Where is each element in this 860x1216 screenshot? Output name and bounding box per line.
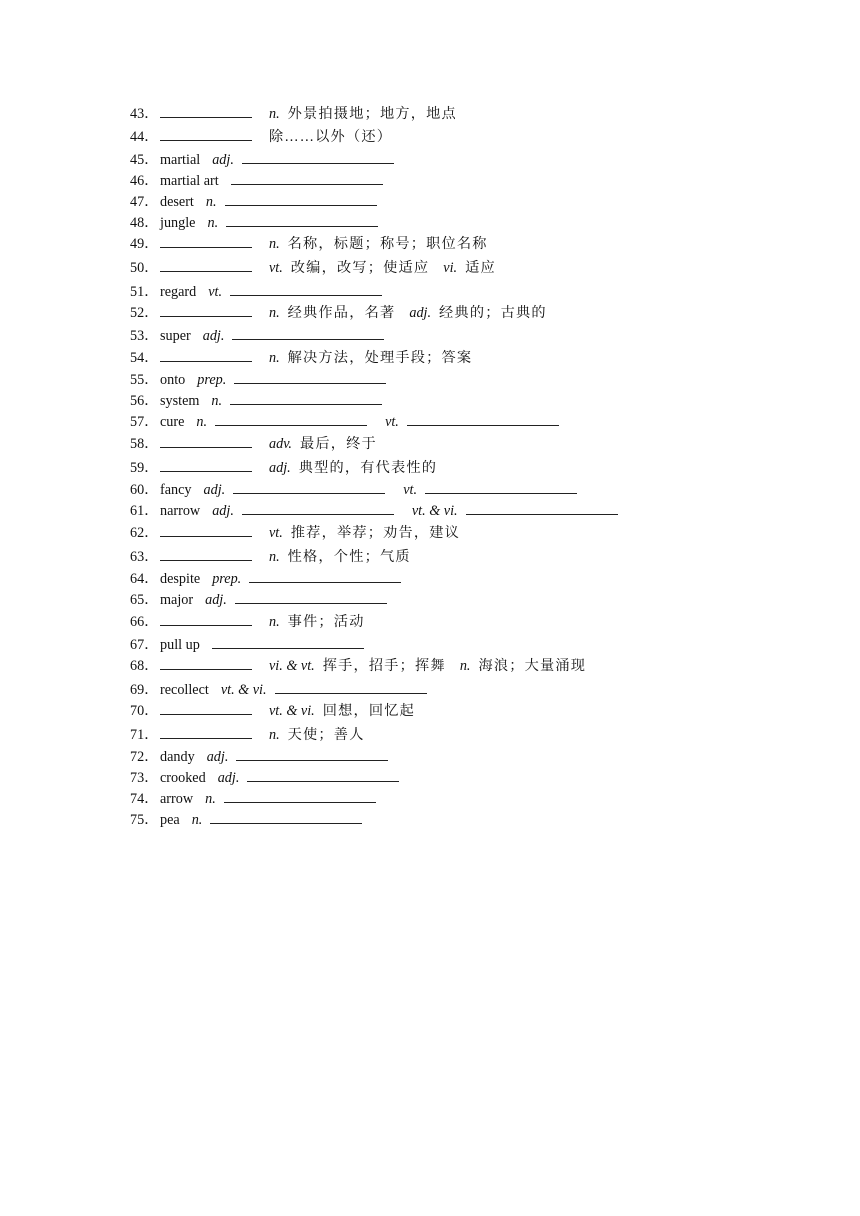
chinese-meaning: 除……以外（还） xyxy=(269,129,393,145)
part-of-speech: adj. xyxy=(269,460,291,476)
item-number: 50． xyxy=(130,260,159,276)
part-of-speech: vt. xyxy=(269,525,283,541)
answer-blank[interactable] xyxy=(212,636,364,649)
part-of-speech: n. xyxy=(269,614,280,630)
chinese-meaning: 外景拍摄地；地方，地点 xyxy=(287,106,457,122)
answer-blank[interactable] xyxy=(160,726,252,739)
english-word: despite xyxy=(160,571,201,587)
answer-blank[interactable] xyxy=(236,748,388,761)
part-of-speech: adj. xyxy=(217,770,240,786)
vocab-item xyxy=(130,548,425,566)
item-number: 51． xyxy=(130,284,159,300)
answer-blank[interactable] xyxy=(160,128,252,141)
answer-blank[interactable] xyxy=(249,570,401,583)
english-word: martial art xyxy=(160,173,219,189)
item-number: 71． xyxy=(130,727,159,743)
part-of-speech: n. xyxy=(269,549,280,565)
vocab-item xyxy=(130,657,600,675)
answer-blank[interactable] xyxy=(160,435,252,448)
vocab-item xyxy=(130,636,382,654)
vocab-item xyxy=(130,304,561,322)
answer-blank[interactable] xyxy=(160,524,252,537)
answer-blank[interactable] xyxy=(466,502,618,515)
english-word: recollect xyxy=(160,682,209,698)
answer-blank[interactable] xyxy=(160,235,252,248)
vocab-item xyxy=(130,502,636,520)
chinese-meaning: 经典作品，名著 xyxy=(287,305,396,321)
english-word: pea xyxy=(160,812,180,828)
part-of-speech: adj. xyxy=(203,482,226,498)
chinese-meaning: 挥手，招手；挥舞 xyxy=(322,658,446,674)
part-of-speech: n. xyxy=(196,414,208,430)
part-of-speech: n. xyxy=(269,727,280,743)
vocab-item xyxy=(130,748,406,766)
part-of-speech: vi. xyxy=(443,260,458,276)
chinese-meaning: 推荐，举荐；劝告，建议 xyxy=(290,525,461,541)
item-number: 67． xyxy=(130,637,159,653)
item-number: 55． xyxy=(130,372,159,388)
english-word: narrow xyxy=(160,503,201,519)
answer-blank[interactable] xyxy=(210,811,362,824)
vocab-item xyxy=(130,459,451,477)
vocab-item xyxy=(130,235,502,253)
item-number: 43． xyxy=(130,106,159,122)
vocab-item xyxy=(130,283,400,301)
vocab-item xyxy=(130,481,595,499)
english-word: super xyxy=(160,328,191,344)
vocab-item xyxy=(130,435,391,453)
answer-blank[interactable] xyxy=(232,327,384,340)
answer-blank[interactable] xyxy=(425,481,577,494)
item-number: 56． xyxy=(130,393,159,409)
item-number: 66． xyxy=(130,614,159,630)
chinese-meaning: 典型的，有代表性的 xyxy=(298,460,438,476)
item-number: 72． xyxy=(130,749,159,765)
chinese-meaning: 回想，回忆起 xyxy=(322,703,416,719)
chinese-meaning: 改编，改写；使适应 xyxy=(290,260,430,276)
part-of-speech: n. xyxy=(211,393,223,409)
part-of-speech: vt. & vi. xyxy=(220,682,267,698)
answer-blank[interactable] xyxy=(160,548,252,561)
answer-blank[interactable] xyxy=(234,371,386,384)
part-of-speech: adj. xyxy=(202,328,225,344)
answer-blank[interactable] xyxy=(275,681,427,694)
vocab-item xyxy=(130,128,406,146)
item-number: 62． xyxy=(130,525,159,541)
part-of-speech: n. xyxy=(459,658,471,674)
answer-blank[interactable] xyxy=(160,702,252,715)
item-number: 57． xyxy=(130,414,159,430)
part-of-speech: vi. & vt. xyxy=(269,658,315,674)
item-number: 54． xyxy=(130,350,159,366)
answer-blank[interactable] xyxy=(160,349,252,362)
item-number: 70． xyxy=(130,703,159,719)
part-of-speech: n. xyxy=(269,106,280,122)
part-of-speech: vt. & vi. xyxy=(269,703,315,719)
chinese-meaning: 海浪；大量涌现 xyxy=(478,658,587,674)
vocab-item xyxy=(130,105,471,123)
item-number: 45． xyxy=(130,152,159,168)
item-number: 59． xyxy=(130,460,159,476)
vocab-item xyxy=(130,193,395,211)
vocab-item xyxy=(130,259,510,277)
answer-blank[interactable] xyxy=(160,259,252,272)
answer-blank[interactable] xyxy=(230,283,382,296)
answer-blank[interactable] xyxy=(160,304,252,317)
item-number: 75． xyxy=(130,812,159,828)
english-word: onto xyxy=(160,372,186,388)
english-word: pull up xyxy=(160,637,200,653)
item-number: 46． xyxy=(130,173,159,189)
part-of-speech: adj. xyxy=(212,152,234,168)
item-number: 65． xyxy=(130,592,159,608)
part-of-speech: vt. xyxy=(208,284,223,300)
vocab-item xyxy=(130,811,380,829)
answer-blank[interactable] xyxy=(247,769,399,782)
item-number: 48． xyxy=(130,215,159,231)
vocab-item xyxy=(130,726,379,744)
part-of-speech: adj. xyxy=(409,305,432,321)
item-number: 69． xyxy=(130,682,159,698)
part-of-speech: n. xyxy=(269,350,280,366)
part-of-speech: prep. xyxy=(212,571,242,587)
item-number: 52． xyxy=(130,305,159,321)
chinese-meaning: 解决方法，处理手段；答案 xyxy=(287,350,473,366)
part-of-speech: vt. xyxy=(403,482,417,498)
english-word: desert xyxy=(160,194,194,210)
chinese-meaning: 性格，个性；气质 xyxy=(287,549,411,565)
item-number: 63． xyxy=(130,549,159,565)
answer-blank[interactable] xyxy=(215,413,367,426)
vocab-item xyxy=(130,681,445,699)
english-word: cure xyxy=(160,414,185,430)
vocab-item xyxy=(130,371,404,389)
vocab-item xyxy=(130,524,474,542)
chinese-meaning: 最后，终于 xyxy=(299,436,377,452)
english-word: system xyxy=(160,393,200,409)
vocab-item xyxy=(130,413,577,431)
vocab-item xyxy=(130,591,405,609)
answer-blank[interactable] xyxy=(242,502,394,515)
answer-blank[interactable] xyxy=(235,591,387,604)
item-number: 68． xyxy=(130,658,159,674)
answer-blank[interactable] xyxy=(160,459,252,472)
part-of-speech: n. xyxy=(269,305,280,321)
item-number: 64． xyxy=(130,571,159,587)
answer-blank[interactable] xyxy=(160,657,252,670)
part-of-speech: n. xyxy=(269,236,280,252)
vocab-item xyxy=(130,327,402,345)
english-word: arrow xyxy=(160,791,194,807)
item-number: 47． xyxy=(130,194,159,210)
vocab-item xyxy=(130,172,401,190)
part-of-speech: vt. xyxy=(269,260,283,276)
part-of-speech: n. xyxy=(205,194,217,210)
part-of-speech: adv. xyxy=(269,436,292,452)
vocab-item xyxy=(130,151,412,169)
part-of-speech: vt. & vi. xyxy=(411,503,458,519)
answer-blank[interactable] xyxy=(231,172,383,185)
english-word: dandy xyxy=(160,749,195,765)
answer-blank[interactable] xyxy=(233,481,385,494)
part-of-speech: adj. xyxy=(206,749,229,765)
english-word: major xyxy=(160,592,194,608)
english-word: regard xyxy=(160,284,197,300)
item-number: 44． xyxy=(130,129,159,145)
vocab-item xyxy=(130,790,394,808)
answer-blank[interactable] xyxy=(224,790,376,803)
english-word: jungle xyxy=(160,215,196,231)
part-of-speech: adj. xyxy=(212,503,234,519)
chinese-meaning: 名称，标题；称号；职位名称 xyxy=(287,236,488,252)
english-word: martial xyxy=(160,152,201,168)
vocab-item xyxy=(130,702,429,720)
answer-blank[interactable] xyxy=(160,105,252,118)
answer-blank[interactable] xyxy=(407,413,559,426)
answer-blank[interactable] xyxy=(160,613,252,626)
chinese-meaning: 事件；活动 xyxy=(287,614,365,630)
chinese-meaning: 经典的；古典的 xyxy=(439,305,547,321)
vocab-item xyxy=(130,214,396,232)
part-of-speech: n. xyxy=(207,215,219,231)
item-number: 73． xyxy=(130,770,159,786)
english-word: fancy xyxy=(160,482,192,498)
answer-blank[interactable] xyxy=(226,214,378,227)
part-of-speech: vt. xyxy=(385,414,399,430)
vocab-item xyxy=(130,392,400,410)
chinese-meaning: 适应 xyxy=(465,260,496,276)
answer-blank[interactable] xyxy=(225,193,377,206)
item-number: 58． xyxy=(130,436,159,452)
part-of-speech: prep. xyxy=(197,372,227,388)
vocab-item xyxy=(130,769,417,787)
item-number: 49． xyxy=(130,236,159,252)
item-number: 53． xyxy=(130,328,159,344)
part-of-speech: adj. xyxy=(205,592,227,608)
item-number: 60． xyxy=(130,482,159,498)
part-of-speech: n. xyxy=(191,812,203,828)
chinese-meaning: 天使；善人 xyxy=(287,727,365,743)
answer-blank[interactable] xyxy=(242,151,394,164)
vocab-item xyxy=(130,349,486,367)
answer-blank[interactable] xyxy=(230,392,382,405)
vocab-item xyxy=(130,613,379,631)
item-number: 61． xyxy=(130,503,159,519)
item-number: 74． xyxy=(130,791,159,807)
vocab-item xyxy=(130,570,419,588)
english-word: crooked xyxy=(160,770,206,786)
part-of-speech: n. xyxy=(205,791,216,807)
